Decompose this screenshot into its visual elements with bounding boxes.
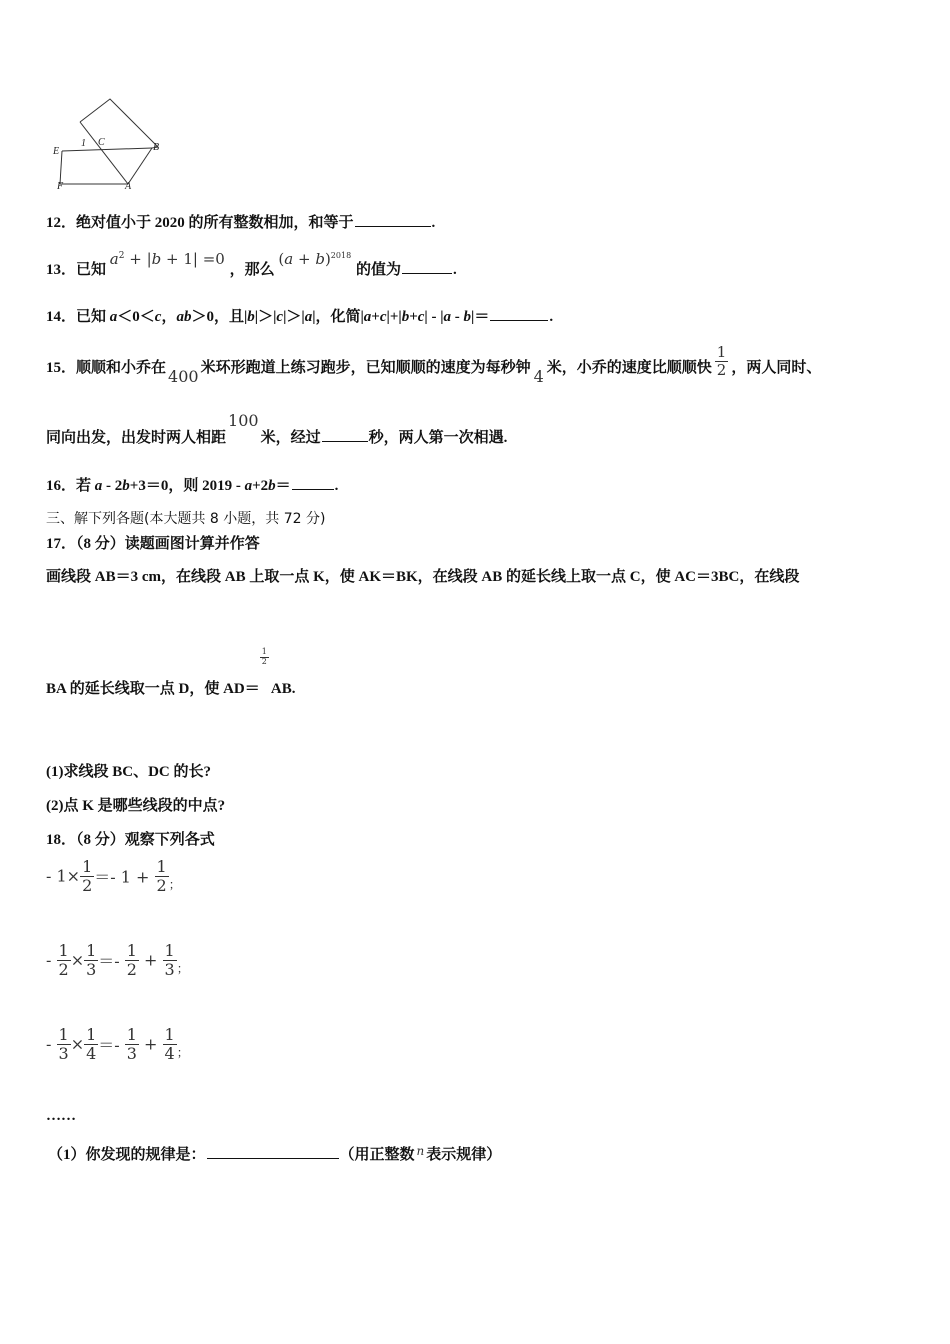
q18-eq3-frac1 (57, 1026, 71, 1062)
q15-fraction-den: 2 (716, 360, 727, 379)
q13-expr1-bar1: | (146, 250, 152, 268)
q13-expr1-b: b (151, 250, 162, 268)
q16-b: b (122, 478, 130, 494)
q18-eq1-f1n: 1 (82, 857, 93, 876)
q15-value-100: 100 (228, 411, 259, 430)
q15-t2: 米环形跑道上练习跑步，已知顺顺的速度为每秒钟 (200, 360, 531, 377)
label-e: E (53, 146, 60, 157)
q14-a4: a (443, 309, 452, 325)
q15-value-400: 400 (168, 367, 199, 387)
q14-ab: ab (176, 309, 192, 325)
q17-line2a: BA 的延长线取一点 D，使 AD＝ (46, 681, 260, 697)
q14-close: |＝ (471, 309, 490, 325)
q18-eq3-f4n: 1 (164, 1025, 175, 1044)
q15-line2a: 同向出发，出发时两人相距 (46, 430, 227, 446)
q16-period: . (334, 478, 339, 494)
q15-t1: 顺顺和小乔在 (76, 360, 167, 377)
q18-eq3-f2d: 4 (86, 1043, 97, 1063)
q15-fraction-num: 1 (716, 343, 727, 361)
q18-answer-blank[interactable] (207, 1144, 339, 1159)
q14-answer-blank[interactable] (490, 306, 548, 321)
q18-eq1-f2d: 2 (156, 875, 167, 895)
q18-eq1-frac1 (80, 858, 94, 894)
q18-eq3-end: ； (176, 1045, 189, 1060)
q13-expr1-eq: =0 (197, 250, 225, 268)
q18-eq2-f3d: 2 (126, 959, 137, 979)
q15-line2b: 米，经过 (260, 430, 321, 446)
q18-eq2-frac2 (84, 942, 98, 978)
q14-lt: ＜0＜ (117, 309, 155, 325)
q18-eq3-x: × (70, 1034, 85, 1054)
q18-eq3-s1: - (46, 1034, 57, 1054)
q13-expr2-a: a (284, 250, 294, 268)
question-18-sub-1 (48, 1143, 501, 1164)
q14-gt0: ＞0，且| (191, 309, 248, 325)
q17-fraction-half (260, 648, 269, 667)
q13-expr2-plus: + (293, 250, 316, 268)
q18-eq1-f1d: 2 (82, 875, 93, 895)
q18-eq3-f4d: 4 (164, 1043, 175, 1063)
question-17-line-1: 画线段 AB＝3 cm，在线段 AB 上取一点 K，使 AK＝BK，在线段 AB 的延长线上取一点 C，使 AC＝3BC，在线段 (46, 569, 800, 585)
q16-t1: 若 (76, 478, 95, 494)
q13-expr1-sq: 2 (118, 251, 125, 261)
q18-eq2-x: × (70, 950, 85, 970)
q18-eq2-frac3 (125, 942, 139, 978)
q18-eq3-f3d: 3 (126, 1043, 137, 1063)
q16-t2: - 2 (102, 478, 123, 494)
question-17-sub-1: (1)求线段 BC、DC 的长? (46, 764, 211, 780)
q18-eq3-f2n: 1 (86, 1025, 97, 1044)
q18-eq3-f3n: 1 (126, 1025, 137, 1044)
question-18-title: 18．（8 分）观察下列各式 (46, 832, 215, 848)
q14-a: a (109, 309, 118, 325)
q18-eq2-frac4 (163, 942, 177, 978)
label-f: F (57, 181, 64, 192)
q13-expression-1 (110, 250, 230, 268)
q14-c: c (154, 309, 162, 325)
q17-fraction-den: 2 (261, 656, 267, 666)
q18-eq2-frac1 (57, 942, 71, 978)
q18-eq3-frac3 (125, 1026, 139, 1062)
q14-text1: 已知 (76, 309, 110, 325)
label-c: C (98, 137, 105, 148)
q12-number: 12． (46, 215, 77, 231)
question-16 (46, 474, 338, 495)
q14-minus: | - | (424, 309, 444, 325)
question-17-line-2 (46, 647, 296, 697)
q14-c4: c (417, 309, 425, 325)
q18-eq2-f3n: 1 (126, 941, 137, 960)
q13-pre: 已知 (76, 262, 107, 278)
q13-expr2-exp: 2018 (330, 251, 352, 260)
q18-eq1-mid: ＝- 1 + (94, 867, 155, 887)
q18-eq2-f2d: 3 (86, 959, 97, 979)
q18-sub1c: 表示规律） (426, 1147, 502, 1163)
q13-expr1-bar2: | (192, 250, 198, 268)
q13-expr1-plus1: + 1 (161, 250, 193, 268)
question-14 (46, 305, 553, 326)
q14-b2: b (401, 309, 410, 325)
label-b: B (153, 142, 160, 153)
q14-plusc2: + (409, 309, 418, 325)
q13-expr1-plus: + (124, 250, 147, 268)
q18-eq3-frac2 (84, 1026, 98, 1062)
q12-answer-blank[interactable] (355, 212, 431, 227)
q18-n: n (416, 1144, 425, 1158)
q13-expr2-b: b (315, 250, 325, 268)
q18-eq3-f1n: 1 (58, 1025, 69, 1044)
q14-number: 14． (46, 309, 77, 325)
section-3-heading: 三、解下列各题(本大题共 8 小题，共 72 分) (46, 511, 326, 527)
q13-answer-blank[interactable] (402, 259, 452, 274)
q18-eq2-f1d: 2 (58, 959, 69, 979)
q15-value-4: 4 (533, 367, 544, 387)
q18-eq2-f4n: 1 (164, 941, 175, 960)
q16-number: 16． (46, 478, 77, 494)
q16-a2: a (244, 478, 253, 494)
q13-period: . (452, 262, 457, 278)
question-17-sub-2: (2)点 K 是哪些线段的中点? (46, 798, 226, 814)
q18-ellipsis: …… (46, 1108, 76, 1124)
q16-t3: +3＝0，则 2019 - (129, 478, 245, 494)
q18-sub1a: （1）你发现的规律是： (48, 1147, 206, 1163)
q14-b: b (247, 309, 255, 325)
q15-answer-blank[interactable] (322, 427, 368, 442)
q14-comma1: ， (161, 309, 177, 325)
q18-eq2-f4d: 3 (164, 959, 175, 979)
q17-line2b: AB. (270, 681, 296, 697)
label-a: A (125, 181, 132, 192)
q16-a: a (94, 478, 103, 494)
q14-a2: a (304, 309, 313, 325)
q13-expr1-a: a (109, 250, 119, 268)
q18-eq3-f1d: 3 (58, 1043, 69, 1063)
q18-equation-1 (46, 858, 181, 894)
q18-eq1-f2n: 1 (156, 857, 167, 876)
question-15-line-2 (46, 410, 508, 446)
q14-b3: b (463, 309, 472, 325)
q18-equation-3 (46, 1026, 189, 1062)
q18-eq1-a: - 1× (46, 866, 81, 886)
q15-t4: ，两人同时、 (731, 360, 822, 377)
label-1: 1 (81, 138, 86, 149)
q13-expr2-open: ( (278, 250, 285, 268)
q14-a3: a (363, 309, 372, 325)
q18-eq3-mid: ＝- (98, 1035, 125, 1055)
question-12 (46, 211, 435, 232)
q17-fraction-num: 1 (261, 647, 267, 656)
q13-end: 的值为 (355, 262, 401, 278)
q14-c2: c (276, 309, 284, 325)
q14-bar: |+| (386, 309, 402, 325)
q15-t3: 米，小乔的速度比顺顺快 (546, 360, 712, 377)
q18-eq2-plus: + (138, 950, 163, 970)
q14-mid2: |＞| (283, 309, 305, 325)
q18-eq2-f2n: 1 (86, 941, 97, 960)
q14-period: . (549, 309, 554, 325)
q16-t4: +2 (252, 478, 269, 494)
q13-mid: ，那么 (229, 262, 275, 278)
q18-eq1-end: ； (168, 877, 181, 892)
q15-line2c: 秒，两人第一次相遇. (368, 430, 508, 446)
q18-eq2-f1n: 1 (58, 941, 69, 960)
q16-t5: ＝ (275, 478, 291, 494)
q13-expression-2 (278, 250, 356, 268)
q15-fraction-half (715, 344, 729, 378)
q13-number: 13． (46, 262, 77, 278)
q18-eq3-plus: + (138, 1034, 163, 1054)
q18-eq2-end: ； (176, 961, 189, 976)
q14-plusc: + (371, 309, 380, 325)
q14-mid1: |＞| (254, 309, 277, 325)
q18-eq2-s1: - (46, 950, 57, 970)
question-17-title: 17．（8 分）读题画图计算并作答 (46, 536, 260, 552)
q14-mid3: |，化简| (312, 309, 364, 325)
q12-period: . (431, 215, 436, 231)
q15-number: 15． (46, 360, 77, 377)
q13-expr2-close: ) (324, 250, 331, 268)
q12-text: 绝对值小于 2020 的所有整数相加，和等于 (76, 215, 354, 231)
geometry-figure (48, 96, 168, 192)
question-13 (46, 248, 457, 278)
q16-b2: b (268, 478, 276, 494)
q14-c3: c (379, 309, 387, 325)
q18-sub1b: （用正整数 (339, 1147, 415, 1163)
q18-eq3-frac4 (163, 1026, 177, 1062)
q18-eq1-frac2 (155, 858, 169, 894)
q18-equation-2 (46, 942, 189, 978)
q16-answer-blank[interactable] (292, 475, 334, 490)
q14-minusb: - (451, 309, 464, 325)
q18-eq2-mid: ＝- (98, 951, 125, 971)
question-15-line-1 (46, 338, 822, 387)
